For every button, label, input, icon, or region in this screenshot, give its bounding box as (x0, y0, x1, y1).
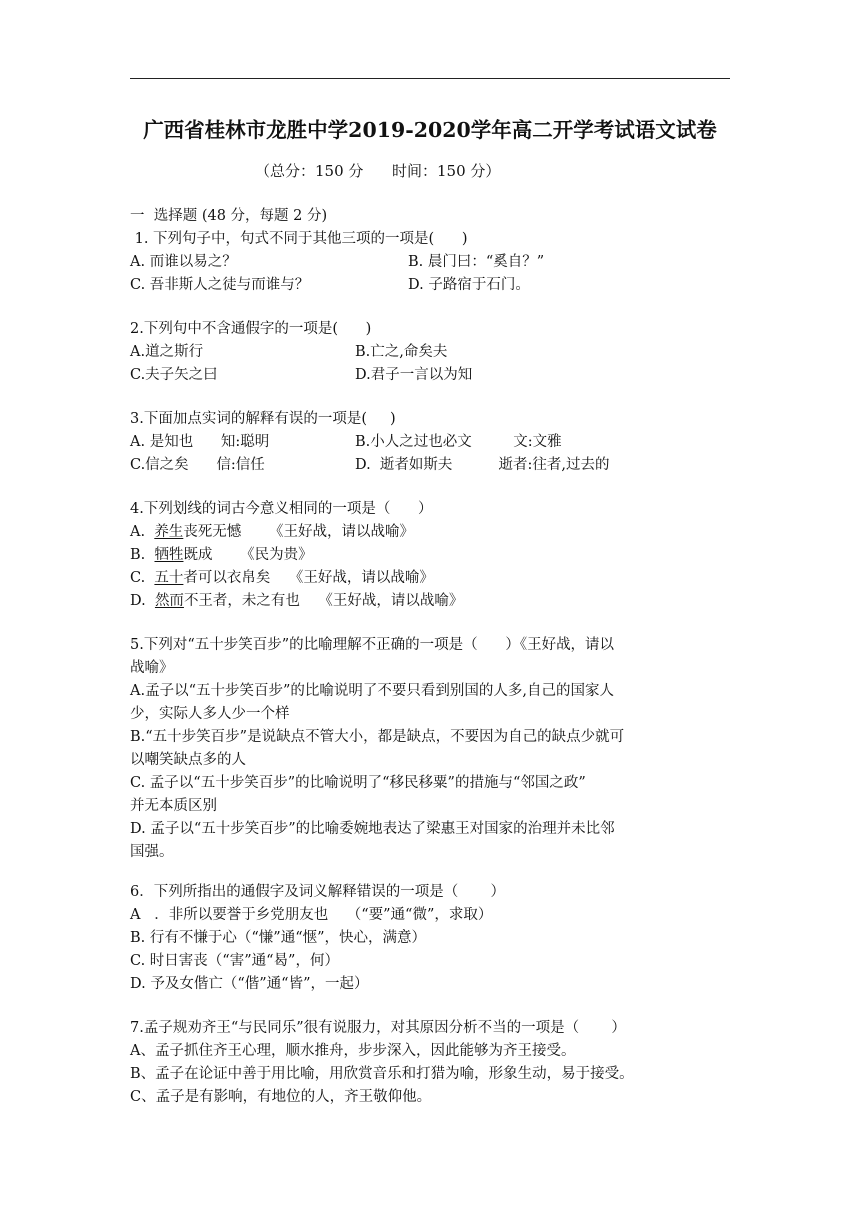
q6-stem: 6．下列所指出的通假字及词义解释错误的一项是（ ） (130, 884, 505, 900)
q4-option-b (130, 545, 313, 565)
q2-option-b: B.亡之,命矣夫 (355, 344, 448, 360)
q1-option-c: C. 吾非斯人之徒与而谁与？ (130, 277, 310, 293)
q7-stem: 7.孟子规劝齐王“与民同乐”很有说服力，对其原因分析不当的一项是（ ） (130, 1020, 626, 1036)
q5-option-a-line1: A.孟子以“五十步笑百步”的比喻说明了不要只看到别国的人多,自己的国家人 (130, 683, 615, 699)
q1-option-a: A. 而谁以易之？ (130, 254, 237, 270)
q4-b-rest: 既成 《民为贵》 (183, 547, 313, 563)
q1-option-b: B. 晨门曰：“奚自？” (408, 254, 545, 270)
q7-option-b: B、孟子在论证中善于用比喻，用欣赏音乐和打猎为喻，形象生动，易于接受。 (130, 1066, 634, 1082)
q4-c-underlined: 五十 (154, 570, 184, 586)
q6-option-d: D. 予及女偕亡（“偕”通“皆”，一起） (130, 976, 369, 992)
q6-option-c: C. 时日害丧（“害”通“曷”，何） (130, 953, 339, 969)
q4-a-prefix: A. (130, 524, 155, 540)
q5-option-c-line1: C. 孟子以“五十步笑百步”的比喻说明了“移民移粟”的措施与“邻国之政” (130, 775, 586, 791)
q5-option-c-line2: 并无本质区别 (130, 798, 217, 814)
header-rule (130, 78, 730, 79)
q4-option-a (130, 522, 414, 542)
q4-b-underlined: 牺牲 (154, 547, 184, 563)
q4-a-rest: 丧死无憾 《王好战，请以战喻》 (183, 524, 414, 540)
q4-b-prefix: B. (130, 547, 155, 563)
q3-option-a: A. 是知也 知:聪明 (130, 434, 270, 450)
q5-option-b-line2: 以嘲笑缺点多的人 (130, 752, 246, 768)
q4-stem: 4.下列划线的词古今意义相同的一项是（ ） (130, 501, 433, 517)
q5-option-d-line1: D. 孟子以“五十步笑百步”的比喻委婉地表达了梁惠王对国家的治理并未比邻 (130, 821, 615, 837)
q4-c-prefix: C. (130, 570, 155, 586)
q5-option-d-line2: 国强。 (130, 844, 174, 860)
q5-option-a-line2: 少，实际人多人少一个样 (130, 706, 290, 722)
q7-option-a: A、孟子抓住齐王心理，顺水推舟，步步深入，因此能够为齐王接受。 (130, 1043, 576, 1059)
q6-option-b: B. 行有不慊于心（“慊”通“惬”，快心，满意） (130, 930, 427, 946)
q2-stem: 2.下列句中不含通假字的一项是( ) (130, 321, 372, 337)
q6-option-a: A ．非所以要誉于乡党朋友也 （“要”通“微”，求取） (130, 907, 493, 923)
q2-option-c: C.夫子矢之曰 (130, 367, 218, 383)
exam-title: 广西省桂林市龙胜中学2019-2020学年高二开学考试语文试卷 (143, 118, 717, 142)
q4-option-c (130, 568, 434, 588)
q1-option-d: D. 子路宿于石门。 (408, 277, 530, 293)
q5-option-b-line1: B.“五十步笑百步”是说缺点不管大小，都是缺点，不要因为自己的缺点少就可 (130, 729, 625, 745)
q5-stem-line1: 5.下列对“五十步笑百步”的比喻理解不正确的一项是（ ）《王好战，请以 (130, 637, 615, 653)
q1-stem: 1. 下列句子中，句式不同于其他三项的一项是( ) (130, 231, 468, 247)
q7-option-c: C、孟子是有影响，有地位的人，齐王敬仰他。 (130, 1089, 432, 1105)
q4-d-underlined: 然而 (154, 593, 184, 609)
q4-d-prefix: D. (130, 593, 155, 609)
q3-option-d: D. 逝者如斯夫 逝者:往者,过去的 (355, 457, 610, 473)
q4-option-d (130, 591, 463, 611)
q4-d-rest: 不王者，未之有也 《王好战，请以战喻》 (183, 593, 464, 609)
q3-option-c: C.信之矣 信:信任 (130, 457, 265, 473)
q2-option-a: A.道之斯行 (130, 344, 204, 360)
q5-stem-line2: 战喻》 (130, 660, 174, 676)
q2-option-d: D.君子一言以为知 (355, 367, 473, 383)
q4-a-underlined: 养生 (154, 524, 184, 540)
section-heading: 一 选择题 (48 分，每题 2 分) (130, 208, 328, 224)
q3-option-b: B.小人之过也必文 文:文雅 (355, 434, 562, 450)
exam-meta: （总分：150 分 时间：150 分） (255, 162, 501, 180)
q3-stem: 3.下面加点实词的解释有误的一项是( ) (130, 411, 396, 427)
q4-c-rest: 者可以衣帛矣 《王好战，请以战喻》 (183, 570, 434, 586)
